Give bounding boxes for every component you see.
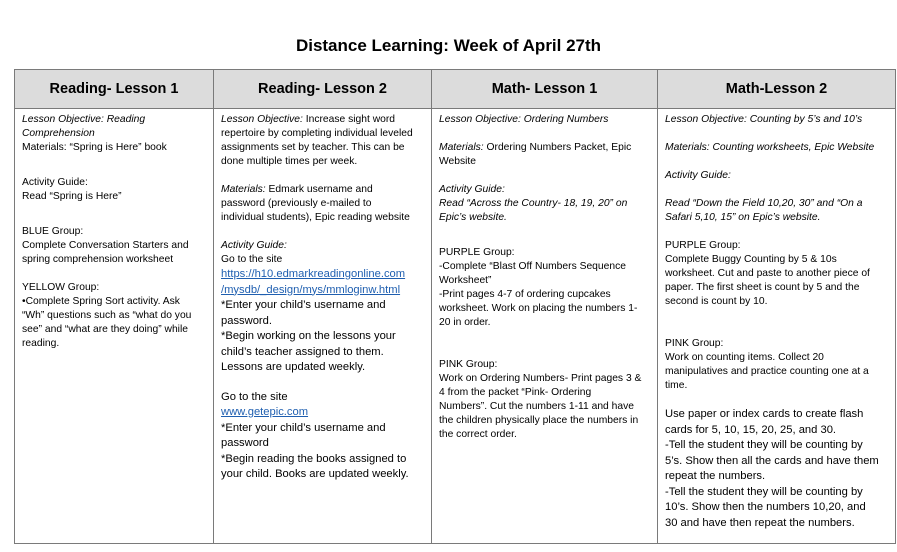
activity-guide-label: Activity Guide:: [22, 177, 88, 188]
pink-group-label: PINK Group:: [665, 338, 724, 349]
edmark-link[interactable]: https://h10.edmarkreadingonline.com: [221, 268, 406, 280]
activity-text: Read “Down the Field 10,20, 30” and “On a: [665, 198, 863, 209]
objective-text: Lesson Objective: Counting by 5’s and 10’s: [665, 114, 863, 125]
activity-text: Epic’s website.: [439, 212, 507, 223]
step-text: password: [221, 437, 269, 449]
goto-site-text: Go to the site: [221, 390, 288, 403]
materials-text: Ordering Numbers Packet, Epic: [486, 142, 632, 153]
purple-group-text: worksheet. Cut and paste to another piece of: [665, 268, 870, 279]
materials-text: Website: [439, 156, 477, 167]
purple-group-text: 20 in order.: [439, 317, 491, 328]
header-reading-lesson-2: Reading- Lesson 2: [214, 70, 432, 109]
purple-group-text: -Print pages 4-7 of ordering cupcakes: [439, 289, 611, 300]
step-text: *Enter your child’s username and: [221, 421, 386, 434]
blue-group-text: spring comprehension worksheet: [22, 254, 174, 265]
objective-text: Reading: [106, 114, 146, 125]
purple-group-text: Complete Buggy Counting by 5 & 10s: [665, 254, 837, 265]
flash-card-text: repeat the numbers.: [665, 470, 766, 482]
pink-group-text: Numbers”. Cut the numbers 1-11 and have: [439, 401, 634, 412]
objective-label: Lesson Objective:: [221, 114, 303, 125]
objective-text: done multiple times per week.: [221, 156, 358, 167]
yellow-group-text: see” and “what are they doing” while: [22, 324, 188, 335]
materials-text: Materials: Counting worksheets, Epic Website: [665, 142, 875, 153]
edmark-link[interactable]: /mysdb/_design/mys/mmloginw.html: [221, 283, 401, 296]
content-row: [15, 109, 896, 544]
materials-line: [221, 183, 425, 197]
activity-guide-label: Activity Guide:: [665, 170, 731, 181]
yellow-group-label: YELLOW Group:: [22, 282, 100, 293]
pink-group-text: the children physically place the numbers in: [439, 415, 639, 426]
flash-card-text: 5’s. Show then all the cards and have them: [665, 454, 879, 467]
step-text: child’s teacher assigned to them.: [221, 345, 384, 358]
pink-group-text: 4 from the packet “Pink- Ordering: [439, 387, 592, 398]
yellow-group-text: •Complete Spring Sort activity. Ask: [22, 296, 180, 307]
purple-group-text: -Complete “Blast Off Numbers Sequence: [439, 261, 626, 272]
step-text: Lessons are updated weekly.: [221, 361, 366, 373]
page-title: Distance Learning: Week of April 27th: [295, 36, 602, 55]
step-text: your child. Books are updated weekly.: [221, 468, 409, 480]
flash-card-text: 30 and have then repeat the numbers.: [665, 516, 855, 529]
step-text: password.: [221, 314, 272, 327]
objective-text: Increase sight word: [305, 114, 396, 125]
pink-group-text: manipulatives and practice counting one at a: [665, 366, 869, 377]
materials-label: Materials:: [221, 184, 266, 195]
pink-group-text: time.: [665, 380, 688, 391]
activity-guide-label: Activity Guide:: [439, 184, 505, 195]
objective-text: repertoire by completing individual leveled: [221, 128, 413, 139]
pink-group-text: Work on Ordering Numbers- Print pages 3 &: [439, 373, 642, 384]
step-text: *Enter your child’s username and: [221, 299, 386, 311]
flash-card-text: Use paper or index cards to create flash: [665, 408, 864, 420]
objective-label: Lesson Objective:: [22, 114, 104, 125]
step-text: *Begin reading the books assigned to: [221, 452, 407, 465]
flash-card-text: cards for 5, 10, 15, 20, 25, and 30.: [665, 423, 837, 436]
materials-line: [439, 141, 651, 155]
objective-text: assignments set by teacher. This can be: [221, 142, 405, 153]
blue-group-label: BLUE Group:: [22, 226, 84, 237]
getepic-link[interactable]: www.getepic.com: [221, 406, 309, 418]
pink-group-text: the correct order.: [439, 429, 517, 440]
materials-text: password (previously e-mailed to: [221, 198, 372, 209]
goto-site-text: Go to the site: [221, 254, 283, 265]
purple-group-text: paper. The first sheet is count by 5 and the: [665, 282, 860, 293]
header-row: [15, 70, 896, 109]
flash-card-text: -Tell the student they will be counting by: [665, 439, 863, 451]
cell-reading-lesson-1: [15, 109, 214, 544]
blue-group-text: Complete Conversation Starters and: [22, 240, 189, 251]
objective-text: Lesson Objective: Ordering Numbers: [439, 114, 609, 125]
materials-label: Materials:: [439, 142, 484, 153]
cell-math-lesson-2: [658, 109, 896, 544]
activity-guide-label: Activity Guide:: [221, 240, 287, 251]
cell-math-lesson-1: [432, 109, 658, 544]
purple-group-text: Worksheet”: [439, 275, 492, 286]
flash-card-text: -Tell the student they will be counting by: [665, 485, 863, 498]
purple-group-text: second is count by 10.: [665, 296, 768, 307]
step-text: *Begin working on the lessons your: [221, 330, 396, 342]
objective-text: Comprehension: [22, 128, 95, 139]
pink-group-label: PINK Group:: [439, 359, 498, 370]
flash-card-text: 10’s. Show then the numbers 10,20, and: [665, 501, 866, 513]
objective-line: [221, 113, 425, 127]
activity-text: Read “Spring is Here”: [22, 191, 122, 202]
header-reading-lesson-1: Reading- Lesson 1: [15, 70, 214, 109]
header-math-lesson-1: Math- Lesson 1: [432, 70, 658, 109]
lesson-table: [14, 69, 896, 544]
materials-text: Edmark username and: [268, 184, 373, 195]
purple-group-label: PURPLE Group:: [665, 240, 741, 251]
pink-group-text: Work on counting items. Collect 20: [665, 352, 824, 363]
materials-text: Materials: “Spring is Here” book: [22, 142, 167, 153]
activity-text: Safari 5,10, 15” on Epic’s website.: [665, 212, 821, 223]
objective-line: [22, 113, 207, 127]
yellow-group-text: reading.: [22, 338, 60, 349]
cell-reading-lesson-2: [214, 109, 432, 544]
purple-group-text: worksheet. Work on placing the numbers 1-: [439, 303, 638, 314]
materials-text: individual students), Epic reading website: [221, 212, 410, 223]
activity-text: Read “Across the Country- 18, 19, 20” on: [439, 198, 628, 209]
yellow-group-text: “Wh” questions such as “what do you: [22, 310, 192, 321]
header-math-lesson-2: Math-Lesson 2: [658, 70, 896, 109]
purple-group-label: PURPLE Group:: [439, 247, 515, 258]
